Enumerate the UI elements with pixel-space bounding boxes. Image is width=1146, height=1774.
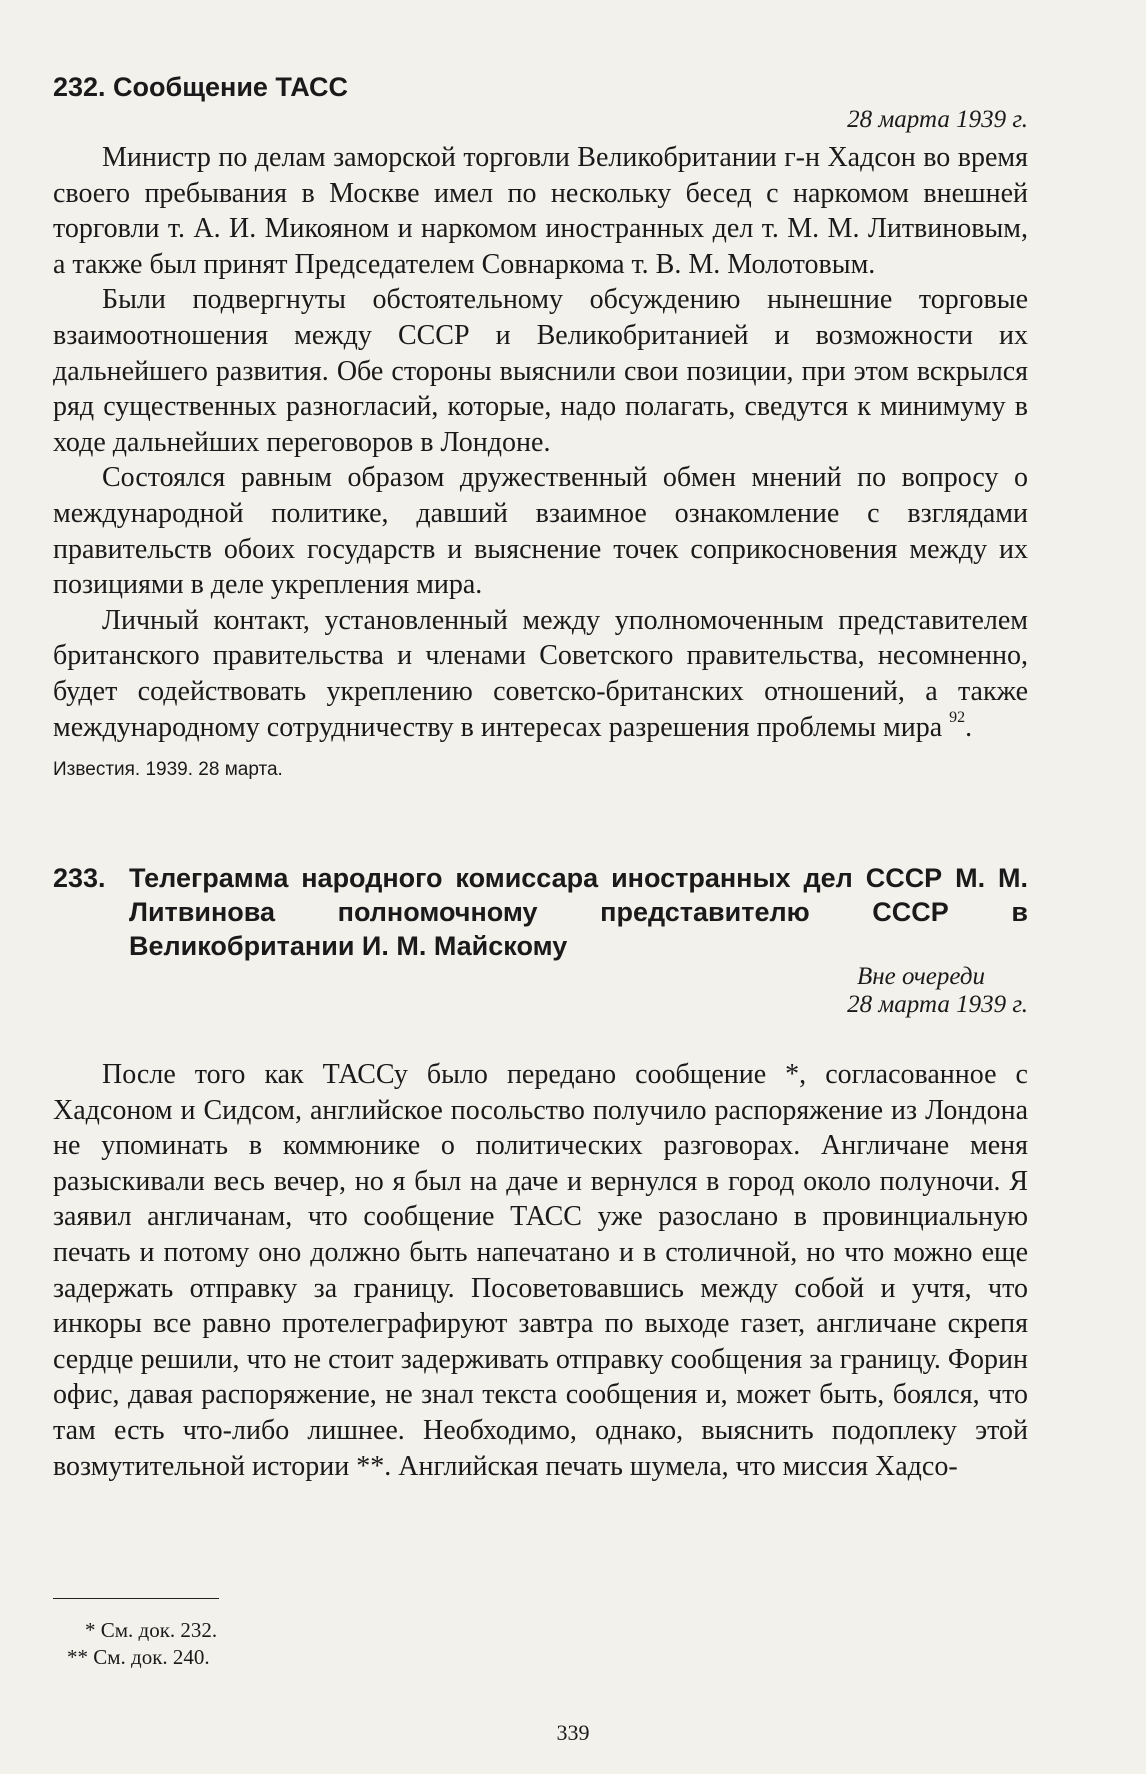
footnote-2: ** См. док. 240. [67,1645,210,1669]
doc1-title: 232. Сообщение ТАСС [53,72,349,102]
doc2-number: 233. [53,863,106,894]
doc2-dateline [53,963,1028,1019]
doc1-date: 28 марта 1939 г. [847,106,1028,133]
footnote-1: * См. док. 232. [85,1618,218,1642]
page-number: 339 [556,1720,590,1745]
doc1-paragraph-4-text: Личный контакт, установленный между уполномоченным представителем британского правительства и членами Советского правительства, несомненно, будет содействовать укреплению советско-британских отношений, а также международному сотрудничеству в интересах разрешения проблемы мира [53,604,1028,743]
doc1-source: Известия. 1939. 28 марта. [53,759,283,781]
endnote-ref: 92 [949,708,966,726]
doc2-priority: Вне очереди [856,963,985,991]
doc1-paragraph-2: Были подвергнуты обстоятельному обсуждению нынешние торговые взаимоотношения между СССР и Великобританией и возможности их дальнейшего развития. Обе стороны выяснили свои позиции, при этом вскрылся ряд существенных разногласий, которые, надо полагать, сведутся к минимуму в ходе дальнейших переговоров в Лондоне. [53,284,1028,458]
doc1-paragraph-3: Состоялся равным образом дружественный обмен мнений по вопросу о международной политике, давший взаимное ознакомление с взглядами правительств обоих государств и выяснение точек соприкосновения между их позициями в деле укрепления мира. [53,462,1028,601]
footnotes [53,1598,219,1671]
doc1-paragraph-4: Личный контакт, установленный между уполномоченным представителем британского правительства и членами Советского правительства, несомненно, будет содействовать укреплению советско-британских отношений, а также международному сотрудничеству в интересах разрешения проблемы мира $^{92}$. [53,604,1028,743]
doc2-heading [53,861,1028,963]
doc2-date: 28 марта 1939 г. [847,991,1028,1019]
doc2-title: Телеграмма народного комиссара иностранных дел СССР М. М. Литвинова полномочному представителю СССР в Великобритании И. М. Майскому [129,863,1028,962]
footnote-rule [53,1598,219,1599]
doc1-paragraph-1: Министр по делам заморской торговли Великобритании г-н Хадсон во время своего пребывания в Москве имел по нескольку бесед с наркомом внешней торговли т. А. И. Микояном и наркомом иностранных дел т. М. М. Литвиновым, а также был принят Председателем Совнаркома т. В. М. Молотовым. [53,142,1028,280]
doc2-paragraph: После того как ТАССу было передано сообщение *, согласованное с Хадсоном и Сидсом, английское посольство получило распоряжение из Лондона не упоминать в коммюнике о политических разговорах. Англичане меня разыскивали весь вечер, но я был на даче и вернулся в город около полуночи. Я заявил англичанам, что сообщение ТАСС уже разослано в провинциальную печать и потому оно должно быть напечатано и в столичной, но что можно еще задержать отправку за границу. Посоветовавшись между собой и учтя, что инкоры все равно протелеграфируют завтра по выходе газет, англичане скрепя сердце решили, что не стоит задерживать отправку сообщения за границу. Форин офис, давая распоряжение, не знал текста сообщения и, может быть, боялся, что там есть что-либо лишнее. Необходимо, однако, выяснить подоплеку этой возмутительной истории **. Английская печать шумела, что миссия Хадсо- [53,1059,1028,1482]
page-body [53,70,1028,1512]
